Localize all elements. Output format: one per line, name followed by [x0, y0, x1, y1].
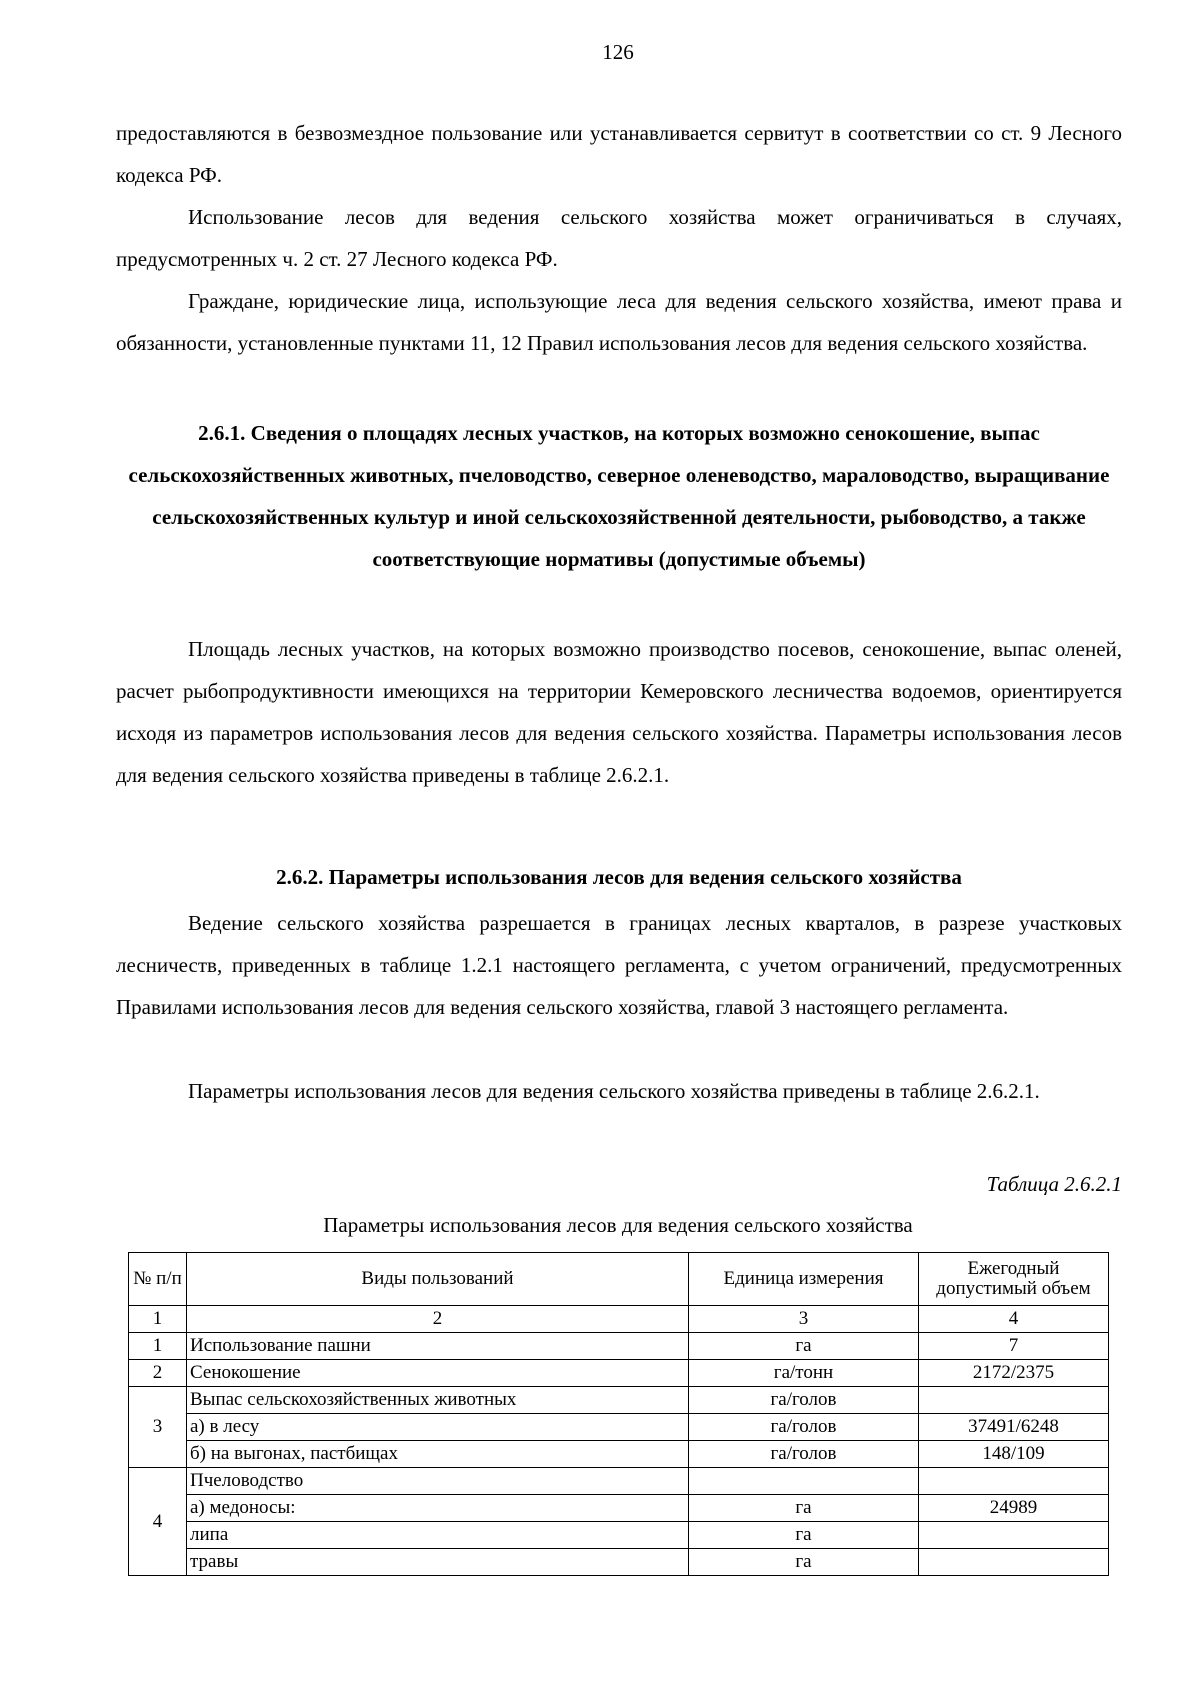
row-unit: га [689, 1495, 919, 1522]
row-unit: га/голов [689, 1387, 919, 1414]
row-volume: 2172/2375 [919, 1360, 1109, 1387]
col-number: 3 [689, 1306, 919, 1333]
row-type: Сенокошение [187, 1360, 689, 1387]
page-number: 126 [602, 40, 634, 64]
col-number: 2 [187, 1306, 689, 1333]
row-unit: га [689, 1333, 919, 1360]
table-row [129, 1360, 1109, 1387]
paragraph-6: Параметры использования лесов для ведения сельского хозяйства приведены в таблице 2.6.2.1. [188, 1079, 1040, 1103]
row-num: 3 [129, 1387, 187, 1468]
row-type: б) на выгонах, пастбищах [187, 1441, 689, 1468]
row-volume: 37491/6248 [919, 1414, 1109, 1441]
table-row [129, 1549, 1109, 1576]
table-row [129, 1495, 1109, 1522]
paragraph-1: предоставляются в безвозмездное пользование или устанавливается сервитут в соответствии со ст. 9 Лесного кодекса РФ. [116, 121, 1122, 187]
header-volume: Ежегодный допустимый объем [919, 1253, 1109, 1306]
paragraph-5: Ведение сельского хозяйства разрешается в границах лесных кварталов, в разрезе участковых лесничеств, приведенных в таблице 1.2.1 настоящего регламента, с учетом ограничений, предусмотренных Правилами использования лесов для ведения сельского хозяйства, главой 3 настоящего регламента. [116, 911, 1122, 1019]
row-volume: 24989 [919, 1495, 1109, 1522]
row-type: липа [187, 1522, 689, 1549]
row-type: а) в лесу [187, 1414, 689, 1441]
paragraph-4: Площадь лесных участков, на которых возможно производство посевов, сенокошение, выпас оленей, расчет рыбопродуктивности имеющихся на территории Кемеровского лесничества водоемов, ориентируется исходя из параметров использования лесов для ведения сельского хозяйства. Параметры использования лесов для ведения сельского хозяйства приведены в таблице 2.6.2.1. [116, 637, 1122, 787]
row-unit: га/голов [689, 1441, 919, 1468]
row-volume [919, 1387, 1109, 1414]
header-num: № п/п [129, 1253, 187, 1306]
row-type: Пчеловодство [187, 1468, 689, 1495]
row-num: 2 [129, 1360, 187, 1387]
paragraph-2: Использование лесов для ведения сельского хозяйства может ограничиваться в случаях, предусмотренных ч. 2 ст. 27 Лесного кодекса РФ. [116, 205, 1122, 271]
table-row [129, 1441, 1109, 1468]
row-volume [919, 1468, 1109, 1495]
table-column-numbers-row [129, 1306, 1109, 1333]
section-heading-2-6-1: 2.6.1. Сведения о площадях лесных участков, на которых возможно сенокошение, выпас сельскохозяйственных животных, пчеловодство, северное оленеводство, мараловодство, выращивание сельскохозяйственных культур и иной сельскохозяйственной деятельности, рыбоводство, а также соответствующие нормативы (допустимые объемы) [128, 421, 1110, 571]
row-volume: 148/109 [919, 1441, 1109, 1468]
paragraph-3: Граждане, юридические лица, использующие леса для ведения сельского хозяйства, имеют права и обязанности, установленные пунктами 11, 12 Правил использования лесов для ведения сельского хозяйства. [116, 289, 1122, 355]
row-unit: га/голов [689, 1414, 919, 1441]
row-unit: га [689, 1522, 919, 1549]
parameters-table [128, 1252, 1109, 1576]
table-row [129, 1333, 1109, 1360]
row-unit: га/тонн [689, 1360, 919, 1387]
header-unit: Единица измерения [689, 1253, 919, 1306]
table-row [129, 1522, 1109, 1549]
row-type: а) медоносы: [187, 1495, 689, 1522]
table-row [129, 1414, 1109, 1441]
row-unit [689, 1468, 919, 1495]
header-type: Виды пользований [187, 1253, 689, 1306]
table-row [129, 1468, 1109, 1495]
table-caption: Параметры использования лесов для ведения сельского хозяйства [323, 1213, 913, 1237]
section-heading-2-6-2: 2.6.2. Параметры использования лесов для ведения сельского хозяйства [276, 865, 962, 889]
row-volume [919, 1549, 1109, 1576]
row-type: Выпас сельскохозяйственных животных [187, 1387, 689, 1414]
table-row [129, 1387, 1109, 1414]
row-volume [919, 1522, 1109, 1549]
row-unit: га [689, 1549, 919, 1576]
row-type: Использование пашни [187, 1333, 689, 1360]
row-volume: 7 [919, 1333, 1109, 1360]
col-number: 1 [129, 1306, 187, 1333]
table-header-row [129, 1253, 1109, 1306]
table-label: Таблица 2.6.2.1 [986, 1172, 1122, 1196]
row-num: 4 [129, 1468, 187, 1576]
row-num: 1 [129, 1333, 187, 1360]
row-type: травы [187, 1549, 689, 1576]
col-number: 4 [919, 1306, 1109, 1333]
